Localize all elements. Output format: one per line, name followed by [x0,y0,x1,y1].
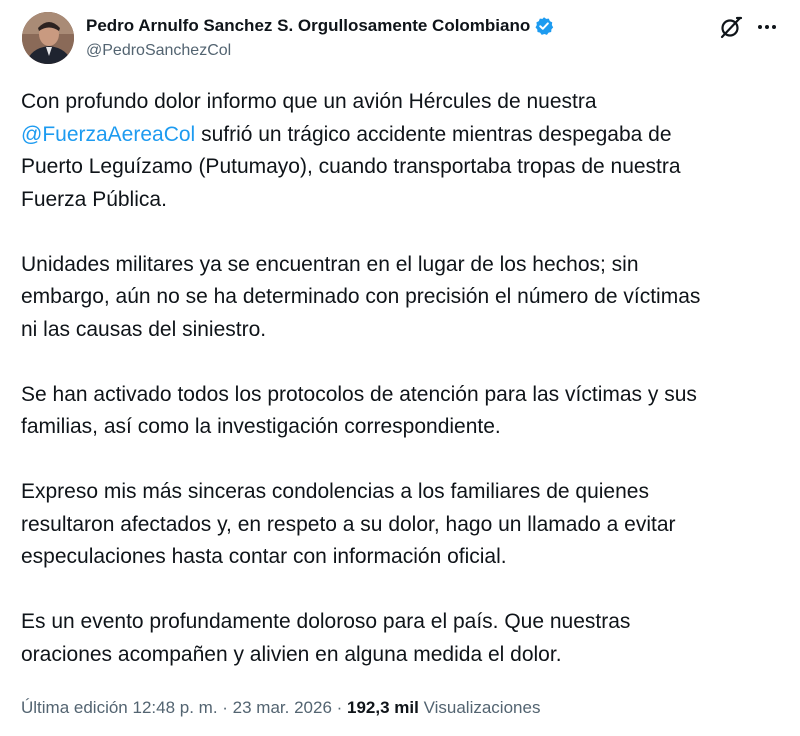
tweet-date-link[interactable]: 23 mar. 2026 [232,698,332,717]
tweet-paragraph-2: Unidades militares ya se encuentran en el lugar de los hechos; sin embargo, aún no se ha determinado con precisión el número de víctimas ni las causas del siniestro. [21,252,701,341]
tweet-paragraph-4: Expreso mis más sinceras condolencias a los familiares de quienes resultaron afectados y, en respeto a su dolor, hago un llamado a evitar especulaciones hasta contar con información oficial. [21,480,676,568]
tweet-text-segment: sufrió un trágico accidente mientras despegaba de Puerto Leguízamo (Putumayo), cuando transportaba tropas de nuestra Fuerza Pública. [21,122,681,211]
views-count: 192,3 mil [347,698,419,717]
views-label: Visualizaciones [423,698,541,717]
edited-timestamp-link[interactable]: Última edición 12:48 p. m. [21,698,218,717]
author-handle[interactable]: @PedroSanchezCol [86,42,232,59]
meta-separator: · [217,698,233,717]
tweet-paragraph-5: Es un evento profundamente doloroso para el país. Que nuestras oraciones acompañen y alivien en alguna medida el dolor. [21,610,631,666]
author-info [86,15,554,60]
tweet-paragraph-3: Se han activado todos los protocolos de atención para las víctimas y sus familias, así como la investigación correspondiente. [21,382,697,438]
tweet-text [21,86,791,671]
more-icon[interactable] [756,16,778,38]
avatar[interactable] [22,12,74,64]
author-display-name[interactable]: Pedro Arnulfo Sanchez S. Orgullosamente Colombiano [86,16,531,35]
tweet-meta [21,698,540,718]
grok-icon[interactable] [718,14,744,40]
mention-link[interactable]: @FuerzaAereaCol [21,122,196,146]
meta-separator: · [331,698,348,717]
header-actions [718,14,778,40]
tweet-paragraph-1 [21,86,791,216]
tweet-text-segment: Con profundo dolor informo que un avión Hércules de nuestra [21,90,597,113]
verified-badge-icon[interactable] [534,16,554,36]
